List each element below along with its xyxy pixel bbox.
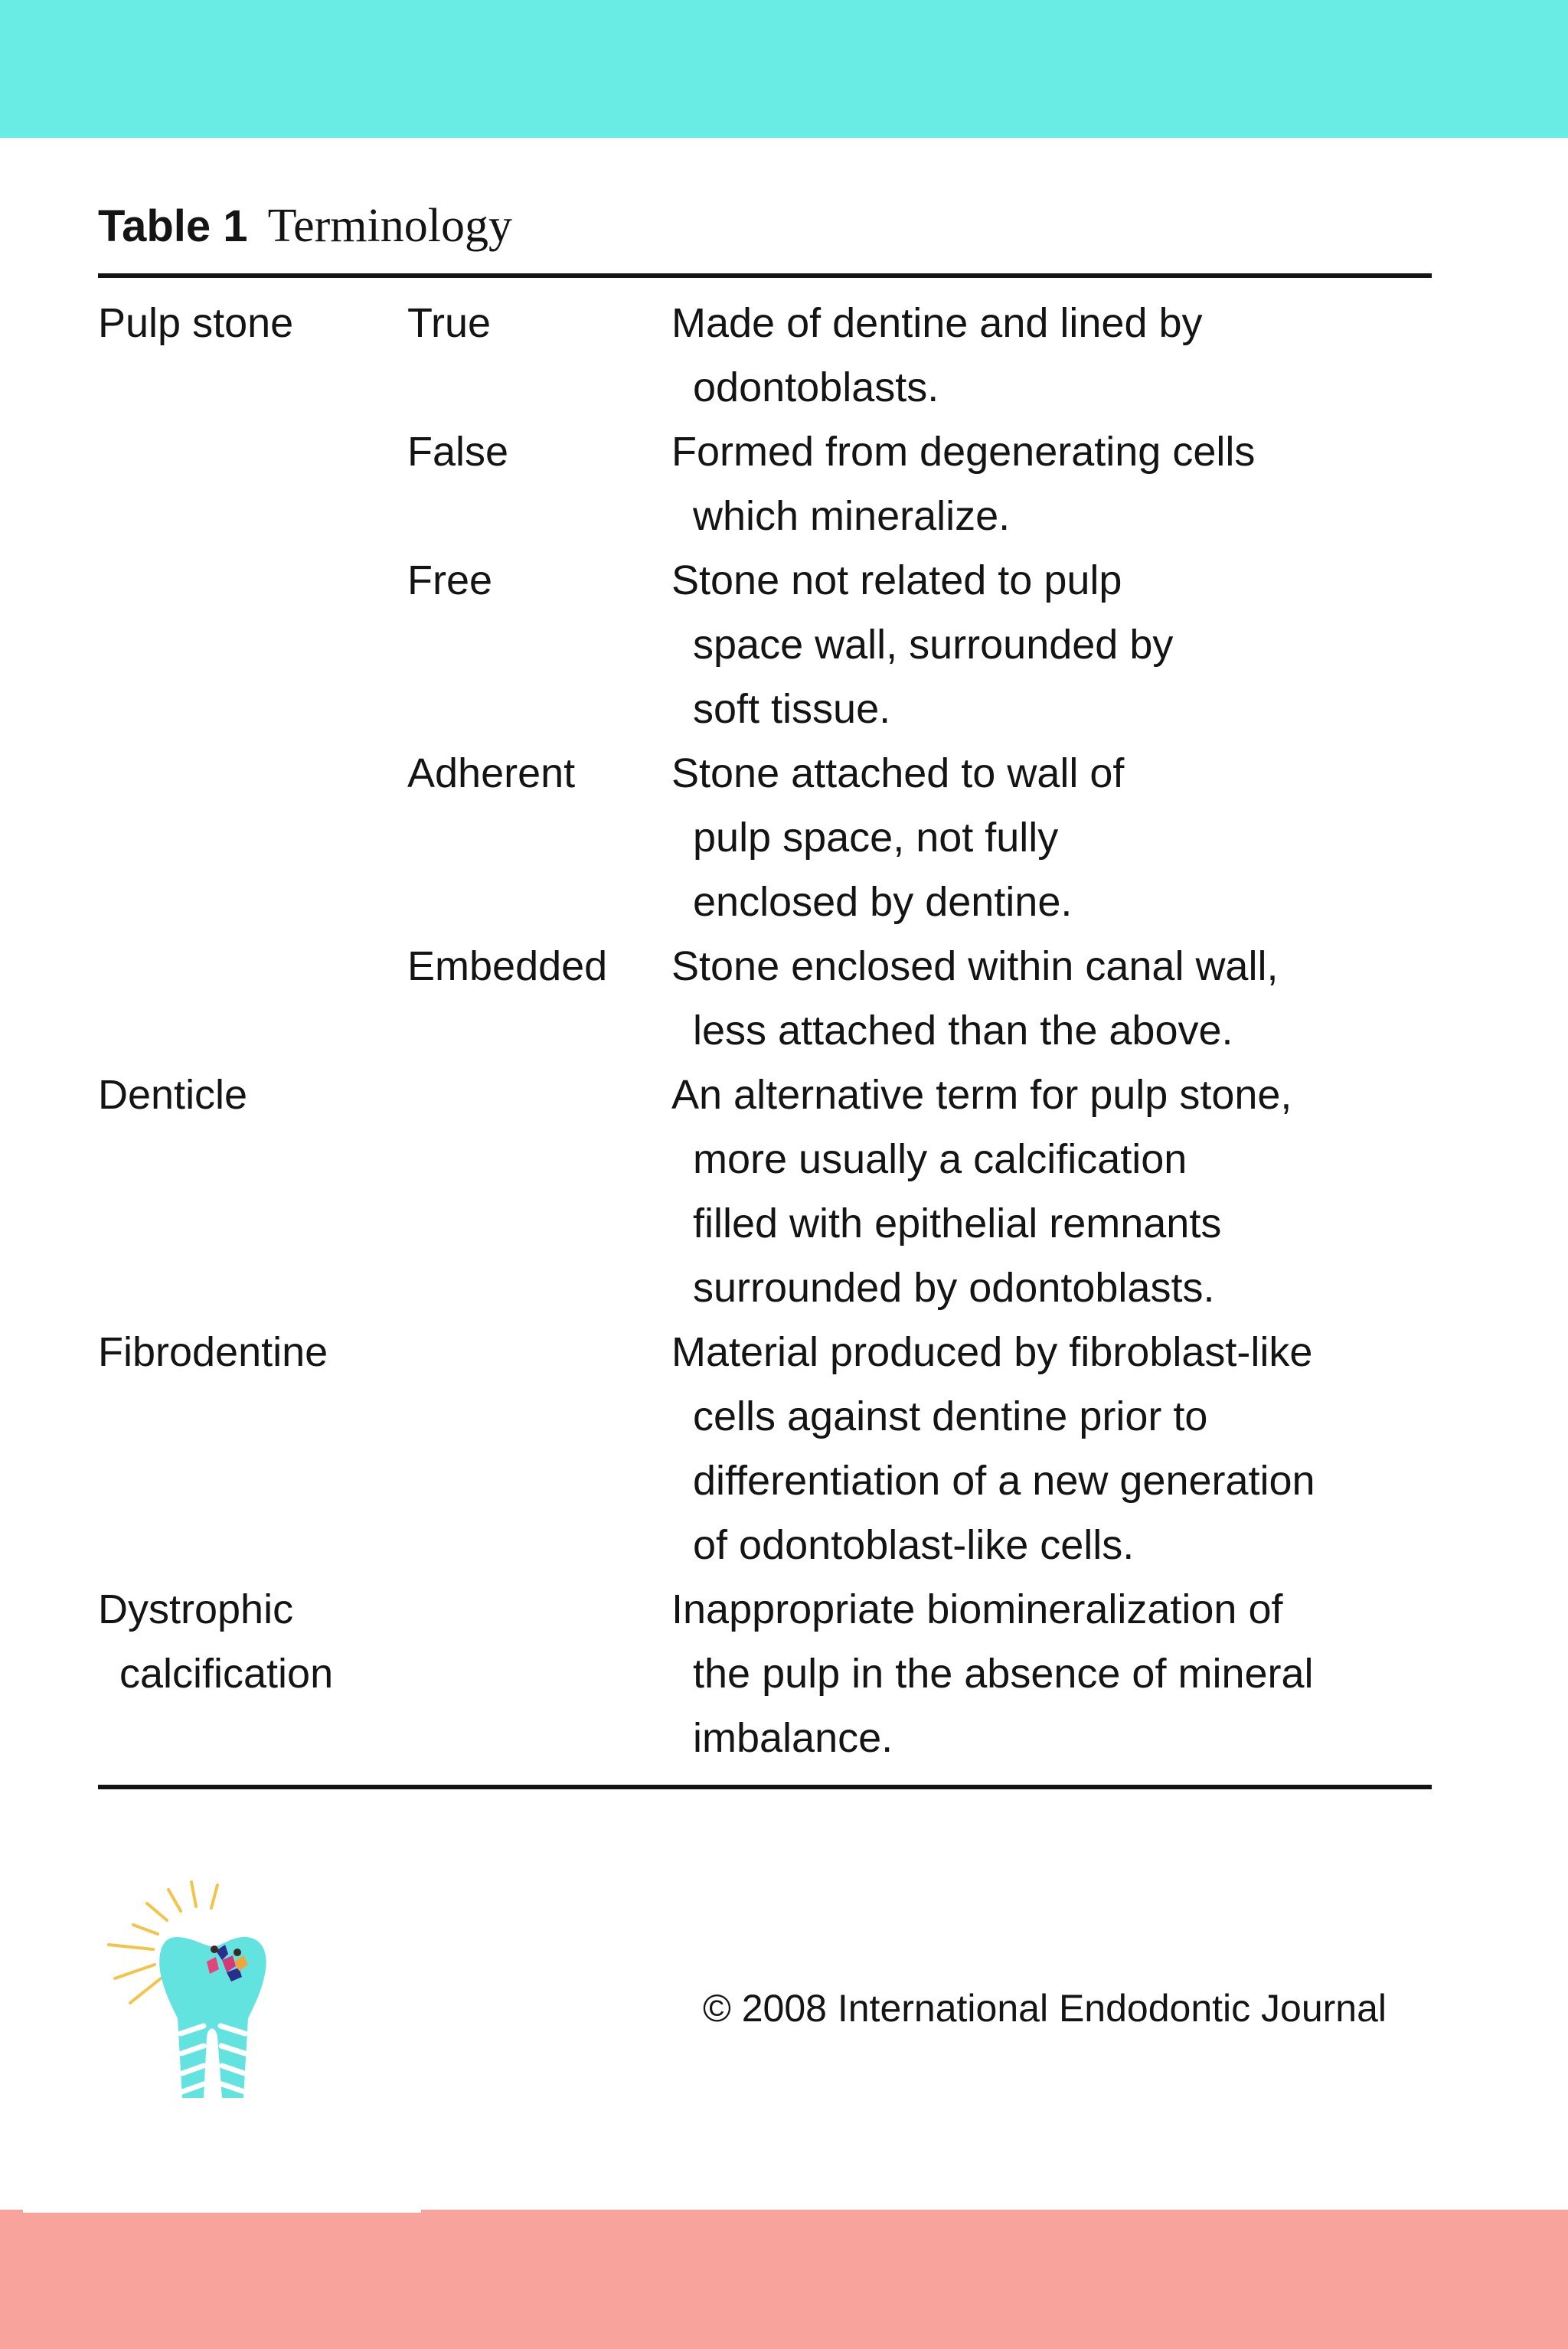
definition-line: soft tissue. — [693, 686, 891, 732]
table-caption: Terminology — [267, 200, 512, 252]
term-denticle: Denticle — [98, 1072, 248, 1118]
definition-line: space wall, surrounded by — [693, 622, 1174, 668]
subtype-free: Free — [407, 557, 493, 603]
subtype-true: True — [407, 300, 492, 346]
definition-line: surrounded by odontoblasts. — [693, 1265, 1215, 1311]
definition-line: Stone attached to wall of — [671, 750, 1125, 796]
definition-line: of odontoblast-like cells. — [693, 1522, 1135, 1568]
term-pulp-stone: Pulp stone — [98, 300, 294, 346]
definition-line: Stone not related to pulp — [671, 557, 1122, 603]
definition-line: odontoblasts. — [693, 364, 939, 410]
subtype-embedded: Embedded — [407, 943, 608, 989]
term-line: Dystrophic — [98, 1586, 294, 1632]
definition-line: differentiation of a new generation — [693, 1458, 1315, 1504]
definition-true — [671, 291, 1203, 420]
bottom-band-notch — [23, 2200, 421, 2213]
table-number: Table 1 — [98, 201, 248, 251]
top-color-band — [0, 0, 1568, 138]
definition-dystrophic-calcification — [671, 1577, 1314, 1770]
term-line: calcification — [119, 1651, 334, 1697]
term-dystrophic-calcification — [98, 1577, 333, 1706]
definition-line: Stone enclosed within canal wall, — [671, 943, 1279, 989]
definition-line: more usually a calcification — [693, 1136, 1187, 1182]
term-fibrodentine: Fibrodentine — [98, 1329, 328, 1375]
subtype-adherent: Adherent — [407, 750, 576, 796]
definition-line: the pulp in the absence of mineral — [693, 1651, 1314, 1697]
copyright-notice: © 2008 International Endodontic Journal — [703, 1987, 1387, 2030]
table-bottom-rule — [98, 1785, 1432, 1789]
definition-line: Made of dentine and lined by — [671, 300, 1203, 346]
definition-line: Inappropriate biomineralization of — [671, 1586, 1283, 1632]
subtype-false: False — [407, 429, 509, 475]
definition-line: filled with epithelial remnants — [693, 1201, 1222, 1246]
definition-embedded — [671, 934, 1278, 1063]
definition-line: cells against dentine prior to — [693, 1393, 1208, 1439]
definition-line: An alternative term for pulp stone, — [671, 1072, 1292, 1118]
definition-adherent — [671, 741, 1124, 934]
table-title — [98, 195, 512, 257]
definition-line: Material produced by fibroblast-like — [671, 1329, 1313, 1375]
tooth-logo-icon — [92, 1876, 291, 2106]
definition-line: which mineralize. — [693, 493, 1011, 539]
bottom-color-band — [0, 2210, 1568, 2349]
definition-fibrodentine — [671, 1320, 1315, 1577]
definition-line: enclosed by dentine. — [693, 879, 1073, 925]
table-top-rule — [98, 273, 1432, 278]
definition-line: imbalance. — [693, 1715, 893, 1761]
definition-denticle — [671, 1063, 1292, 1320]
definition-line: pulp space, not fully — [693, 815, 1059, 861]
definition-line: less attached than the above. — [693, 1008, 1233, 1054]
definition-line: Formed from degenerating cells — [671, 429, 1256, 475]
definition-free — [671, 548, 1173, 741]
definition-false — [671, 420, 1255, 548]
